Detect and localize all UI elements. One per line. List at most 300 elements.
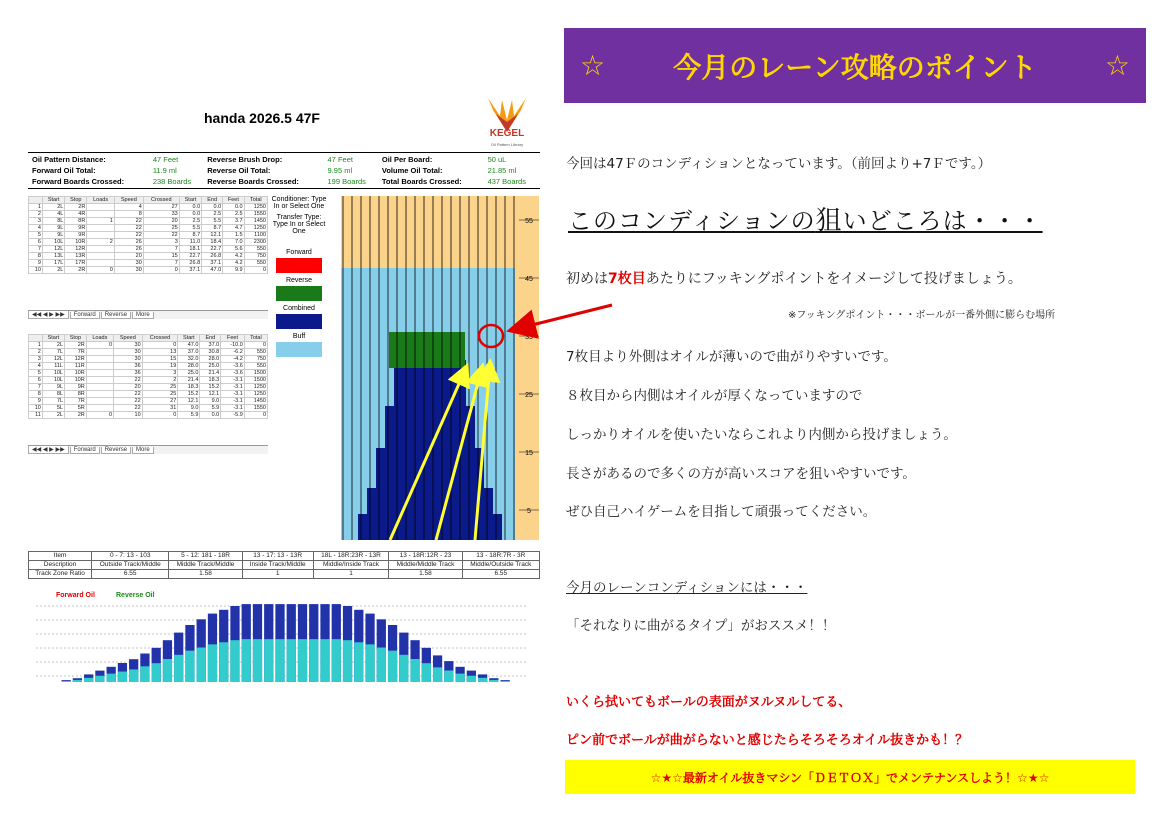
- table-cell[interactable]: 26: [114, 239, 143, 246]
- table-cell[interactable]: -3.6: [221, 370, 245, 377]
- table-cell[interactable]: 8: [114, 211, 143, 218]
- table-cell[interactable]: 7R: [65, 349, 87, 356]
- table-cell[interactable]: 1250: [244, 384, 267, 391]
- table-cell[interactable]: 3: [142, 370, 178, 377]
- table-cell[interactable]: 7.0: [223, 239, 244, 246]
- table-cell[interactable]: 10R: [65, 370, 87, 377]
- table-cell[interactable]: 4: [114, 204, 143, 211]
- column-header: Total: [244, 335, 267, 342]
- table-row: [29, 253, 268, 260]
- table-cell[interactable]: 18.3: [178, 384, 200, 391]
- table-cell[interactable]: 27: [143, 204, 179, 211]
- star-right: ☆: [1104, 49, 1130, 82]
- table-cell[interactable]: 25: [142, 384, 178, 391]
- sheet-tabs[interactable]: [28, 310, 268, 319]
- table-cell[interactable]: 3: [143, 239, 179, 246]
- table-cell[interactable]: [86, 356, 113, 363]
- table-cell[interactable]: 4: [29, 225, 43, 232]
- table-cell[interactable]: 11R: [65, 363, 87, 370]
- table-cell: Track Zone Ratio: [29, 570, 92, 579]
- table-cell[interactable]: 10: [29, 405, 43, 412]
- table-cell[interactable]: [87, 253, 115, 260]
- tip-line-5: 長さがあるので多くの方が高いスコアを狙いやすいです。: [566, 466, 916, 482]
- distance-label: 45: [525, 276, 533, 283]
- table-cell[interactable]: 3: [29, 356, 43, 363]
- column-header: Start: [42, 197, 64, 204]
- table-cell[interactable]: -3.1: [221, 384, 245, 391]
- table-cell[interactable]: 10: [114, 412, 143, 419]
- table-cell[interactable]: 30.8: [200, 349, 221, 356]
- oil-bar-lower: [118, 672, 127, 682]
- table-cell[interactable]: [87, 204, 115, 211]
- table-cell[interactable]: 0.0: [202, 204, 223, 211]
- oil-bar-lower: [377, 648, 386, 682]
- table-cell[interactable]: 8.7: [202, 225, 223, 232]
- summary-label: Reverse Brush Drop:: [207, 155, 283, 164]
- table-cell[interactable]: 6: [29, 377, 43, 384]
- table-cell[interactable]: 15.2: [178, 391, 200, 398]
- oil-bar-lower: [455, 674, 464, 682]
- table-cell[interactable]: 0: [86, 412, 113, 419]
- table-cell[interactable]: 8: [29, 253, 43, 260]
- table-cell[interactable]: 12L: [42, 356, 64, 363]
- table-cell[interactable]: 550: [244, 349, 267, 356]
- oil-bar-lower: [410, 659, 419, 682]
- table-cell[interactable]: 22: [114, 377, 143, 384]
- table-cell[interactable]: 10R: [65, 377, 87, 384]
- table-cell[interactable]: 4.2: [223, 253, 244, 260]
- table-cell[interactable]: 22: [114, 225, 143, 232]
- table-cell[interactable]: [87, 246, 115, 253]
- oil-bar-lower: [467, 676, 476, 682]
- table-cell[interactable]: 33: [143, 211, 179, 218]
- table-cell[interactable]: 0: [142, 342, 178, 349]
- table-cell[interactable]: 0.0: [200, 412, 221, 419]
- combined-oil-bar: [475, 448, 484, 540]
- table-cell[interactable]: 15.2: [200, 384, 221, 391]
- table-cell[interactable]: 1.5: [223, 232, 244, 239]
- oil-bar-lower: [253, 639, 262, 682]
- table-cell[interactable]: 9R: [65, 225, 87, 232]
- table-cell[interactable]: 1100: [244, 232, 267, 239]
- column-header: Stop: [65, 335, 87, 342]
- table-cell[interactable]: -3.1: [221, 377, 245, 384]
- table-cell[interactable]: 22: [114, 232, 143, 239]
- column-header: Start: [42, 335, 64, 342]
- column-header: Feet: [221, 335, 245, 342]
- table-cell[interactable]: [87, 260, 115, 267]
- table-cell[interactable]: 7: [143, 246, 179, 253]
- table-cell[interactable]: 17R: [65, 260, 87, 267]
- table-cell[interactable]: 37.1: [179, 267, 201, 274]
- table-cell[interactable]: 6: [29, 239, 43, 246]
- table-cell[interactable]: 5.5: [179, 225, 201, 232]
- table-cell[interactable]: [86, 391, 113, 398]
- table-cell[interactable]: 4L: [42, 211, 64, 218]
- table-cell[interactable]: 0: [142, 412, 178, 419]
- table-cell[interactable]: 9L: [42, 384, 64, 391]
- sheet-tab[interactable]: Forward: [70, 312, 100, 319]
- sheet-tab[interactable]: Forward: [70, 447, 100, 454]
- oil-bar-lower: [152, 663, 161, 682]
- table-cell[interactable]: [86, 363, 113, 370]
- table-cell[interactable]: -3.1: [221, 398, 245, 405]
- table-row: [29, 356, 268, 363]
- table-cell[interactable]: 5L: [42, 405, 64, 412]
- table-cell[interactable]: 30: [114, 356, 143, 363]
- table-cell[interactable]: 2L: [42, 267, 64, 274]
- pattern-summary: [28, 152, 540, 189]
- title-banner: [564, 28, 1146, 103]
- table-cell[interactable]: 0.0: [179, 211, 201, 218]
- table-row: [29, 405, 268, 412]
- combined-oil-bar: [493, 514, 502, 540]
- legend-swatch: [276, 286, 322, 301]
- table-cell[interactable]: 0: [244, 267, 267, 274]
- table-cell[interactable]: 13R: [65, 253, 87, 260]
- oil-bar-lower: [230, 640, 239, 682]
- table-row: [29, 398, 268, 405]
- table-cell[interactable]: 2R: [65, 204, 87, 211]
- table-cell[interactable]: 9.0: [178, 405, 200, 412]
- table-cell[interactable]: [86, 398, 113, 405]
- table-cell[interactable]: 12.1: [178, 398, 200, 405]
- headline-part: このコンディションの: [568, 207, 816, 235]
- combined-oil-bar: [358, 514, 367, 540]
- sheet-tab[interactable]: More: [132, 312, 154, 319]
- distance-label: 25: [525, 392, 533, 399]
- table-row: [29, 552, 540, 561]
- table-cell[interactable]: 8R: [65, 218, 87, 225]
- table-cell[interactable]: 11.0: [179, 239, 201, 246]
- table-cell[interactable]: 10L: [42, 370, 64, 377]
- table-cell[interactable]: 1250: [244, 391, 267, 398]
- table-cell: Middle Track/Middle: [169, 561, 242, 570]
- table-cell[interactable]: 5.5: [202, 218, 223, 225]
- column-header: Start: [178, 335, 200, 342]
- table-cell[interactable]: 1550: [244, 211, 267, 218]
- table-cell[interactable]: 36: [114, 370, 143, 377]
- reverse-steps-sheet: [28, 334, 268, 454]
- distance-label: 35: [525, 334, 533, 341]
- table-row: [29, 570, 540, 579]
- table-cell[interactable]: 37.0: [178, 349, 200, 356]
- table-cell[interactable]: 15: [142, 356, 178, 363]
- summary-value: 21.85 ml: [487, 166, 517, 175]
- table-cell[interactable]: 9: [29, 260, 43, 267]
- table-cell[interactable]: 0: [86, 342, 113, 349]
- table-cell[interactable]: [86, 405, 113, 412]
- table-cell[interactable]: 15: [143, 253, 179, 260]
- table-cell[interactable]: 9: [29, 398, 43, 405]
- table-cell[interactable]: 3: [29, 218, 43, 225]
- table-cell[interactable]: [86, 377, 113, 384]
- reverse-oil-label: Reverse Oil: [116, 592, 155, 599]
- table-cell[interactable]: 7R: [65, 398, 87, 405]
- forward-steps-sheet: [28, 196, 268, 319]
- table-cell[interactable]: 25.0: [200, 363, 221, 370]
- table-row: [29, 225, 268, 232]
- table-cell[interactable]: 1: [87, 218, 115, 225]
- oil-bar-lower: [185, 651, 194, 682]
- table-cell[interactable]: -4.2: [221, 356, 245, 363]
- oil-bar-lower: [275, 639, 284, 682]
- table-cell[interactable]: 5: [29, 232, 43, 239]
- table-cell[interactable]: 25.0: [178, 370, 200, 377]
- table-cell[interactable]: 13L: [42, 253, 64, 260]
- table-cell[interactable]: 2.5: [202, 211, 223, 218]
- combined-oil-bar: [466, 406, 475, 540]
- sheet-tab[interactable]: Reverse: [101, 447, 131, 454]
- table-cell[interactable]: 30: [114, 260, 143, 267]
- table-cell[interactable]: [86, 349, 113, 356]
- table-cell[interactable]: 5.6: [223, 246, 244, 253]
- table-cell[interactable]: 9.9: [223, 267, 244, 274]
- oil-bar-lower: [500, 681, 509, 682]
- table-cell[interactable]: 22: [143, 232, 179, 239]
- column-header: End: [202, 197, 223, 204]
- table-cell[interactable]: 8R: [65, 391, 87, 398]
- table-cell[interactable]: 750: [244, 253, 267, 260]
- table-cell[interactable]: 2R: [65, 412, 87, 419]
- table-cell[interactable]: 2: [142, 377, 178, 384]
- table-cell[interactable]: 18.4: [202, 239, 223, 246]
- table-row: [29, 384, 268, 391]
- table-cell[interactable]: 4.2: [223, 260, 244, 267]
- table-cell[interactable]: 47.0: [202, 267, 223, 274]
- sheet-nav-arrows[interactable]: ◀◀ ◀ ▶ ▶▶: [28, 446, 69, 454]
- table-cell[interactable]: 0: [143, 267, 179, 274]
- table-cell[interactable]: 8L: [42, 391, 64, 398]
- table-cell[interactable]: 28.0: [178, 363, 200, 370]
- table-cell[interactable]: 9.0: [200, 398, 221, 405]
- table-cell[interactable]: 7: [29, 384, 43, 391]
- oil-bar-lower: [242, 639, 251, 682]
- table-cell[interactable]: 2: [29, 349, 43, 356]
- table-cell[interactable]: 31: [142, 405, 178, 412]
- table-cell[interactable]: 2: [29, 211, 43, 218]
- table-cell[interactable]: 37.0: [200, 342, 221, 349]
- table-cell[interactable]: 1450: [244, 218, 267, 225]
- table-cell[interactable]: 550: [244, 363, 267, 370]
- column-header: Crossed: [142, 335, 178, 342]
- table-cell[interactable]: -3.6: [221, 363, 245, 370]
- table-cell[interactable]: 0: [244, 412, 267, 419]
- table-cell[interactable]: [86, 370, 113, 377]
- table-cell[interactable]: 7L: [42, 398, 64, 405]
- table-cell[interactable]: 0: [244, 342, 267, 349]
- oil-bar-lower: [388, 651, 397, 682]
- table-cell: 1: [313, 570, 389, 579]
- condition-heading: 今月のレーンコンディションには・・・: [566, 580, 808, 596]
- table-cell[interactable]: 550: [244, 246, 267, 253]
- table-cell[interactable]: 18.1: [179, 246, 201, 253]
- oil-bar-lower: [73, 680, 82, 682]
- table-cell[interactable]: 22: [114, 391, 143, 398]
- table-cell[interactable]: [87, 232, 115, 239]
- table-cell[interactable]: 9R: [65, 232, 87, 239]
- table-cell[interactable]: 5.9: [200, 405, 221, 412]
- table-cell[interactable]: 26.8: [179, 260, 201, 267]
- summary-label: Forward Boards Crossed:: [32, 177, 125, 186]
- table-cell[interactable]: 4: [29, 363, 43, 370]
- table-cell[interactable]: 2R: [65, 267, 87, 274]
- column-header: Speed: [114, 197, 143, 204]
- oil-bar-lower: [197, 648, 206, 682]
- table-row: [29, 204, 268, 211]
- table-cell[interactable]: 750: [244, 356, 267, 363]
- table-cell[interactable]: 12.1: [202, 232, 223, 239]
- table-cell[interactable]: 1450: [244, 398, 267, 405]
- table-cell[interactable]: 4.7: [223, 225, 244, 232]
- legend-label: Buff: [292, 333, 306, 340]
- table-cell[interactable]: 1550: [244, 405, 267, 412]
- table-cell[interactable]: 9R: [65, 384, 87, 391]
- summary-row: [30, 166, 538, 175]
- table-cell[interactable]: 550: [244, 260, 267, 267]
- table-cell[interactable]: 1250: [244, 204, 267, 211]
- table-cell[interactable]: 2300: [244, 239, 267, 246]
- sheet-tab[interactable]: More: [132, 447, 154, 454]
- oil-bar-lower: [354, 642, 363, 682]
- banner-title: 今月のレーン攻略のポイント: [673, 50, 1037, 84]
- table-cell[interactable]: 0.0: [179, 204, 201, 211]
- table-cell[interactable]: 13: [142, 349, 178, 356]
- table-cell[interactable]: 2L: [42, 204, 64, 211]
- sheet-nav-arrows[interactable]: ◀◀ ◀ ▶ ▶▶: [28, 311, 69, 319]
- table-cell[interactable]: 0: [87, 267, 115, 274]
- table-cell[interactable]: 10: [29, 267, 43, 274]
- column-header: Feet: [223, 197, 244, 204]
- table-cell[interactable]: 2.5: [223, 211, 244, 218]
- table-cell[interactable]: 1500: [244, 377, 267, 384]
- table-cell[interactable]: 12R: [65, 356, 87, 363]
- table-cell[interactable]: 12R: [65, 246, 87, 253]
- table-cell[interactable]: 1: [29, 342, 43, 349]
- table-cell[interactable]: 19: [142, 363, 178, 370]
- table-cell[interactable]: 2: [87, 239, 115, 246]
- table-cell[interactable]: 12L: [42, 246, 64, 253]
- table-cell[interactable]: 5: [29, 370, 43, 377]
- table-cell[interactable]: 1250: [244, 225, 267, 232]
- table-cell[interactable]: 9L: [42, 232, 64, 239]
- table-cell[interactable]: -10.0: [221, 342, 245, 349]
- headline-part: 狙: [815, 206, 843, 236]
- table-cell[interactable]: 12.1: [200, 391, 221, 398]
- oil-bar-lower: [365, 644, 374, 682]
- table-cell[interactable]: -3.1: [221, 405, 245, 412]
- table-cell[interactable]: 18.3: [200, 377, 221, 384]
- table-cell[interactable]: [86, 384, 113, 391]
- table-cell[interactable]: 26.8: [202, 253, 223, 260]
- table-cell[interactable]: 22.7: [179, 253, 201, 260]
- table-cell[interactable]: 26: [114, 246, 143, 253]
- table-cell[interactable]: 3.7: [223, 218, 244, 225]
- table-cell[interactable]: -6.2: [221, 349, 245, 356]
- table-cell[interactable]: 22: [114, 398, 143, 405]
- table-cell[interactable]: 2R: [65, 342, 87, 349]
- table-cell[interactable]: 8: [29, 391, 43, 398]
- table-cell[interactable]: 17L: [42, 260, 64, 267]
- table-cell[interactable]: 11: [29, 412, 43, 419]
- table-cell[interactable]: 10L: [42, 377, 64, 384]
- table-cell[interactable]: 22: [114, 218, 143, 225]
- table-cell[interactable]: 11L: [42, 363, 64, 370]
- table-cell[interactable]: 7L: [42, 349, 64, 356]
- oil-bar-graph: [28, 590, 540, 686]
- table-cell[interactable]: 36: [114, 363, 143, 370]
- table-cell[interactable]: [87, 225, 115, 232]
- table-cell[interactable]: 10L: [42, 239, 64, 246]
- table-cell[interactable]: 5R: [65, 405, 87, 412]
- summary-value: 199 Boards: [327, 177, 366, 186]
- table-cell[interactable]: 30: [114, 349, 143, 356]
- table-cell[interactable]: 20: [143, 218, 179, 225]
- table-cell[interactable]: 22.7: [202, 246, 223, 253]
- star-left: ☆: [580, 49, 606, 82]
- table-cell: 1.58: [389, 570, 462, 579]
- table-cell[interactable]: [87, 211, 115, 218]
- table-cell[interactable]: 2L: [42, 342, 64, 349]
- table-cell[interactable]: -5.9: [221, 412, 245, 419]
- table-cell[interactable]: 21.4: [200, 370, 221, 377]
- table-cell[interactable]: 10R: [65, 239, 87, 246]
- oil-bar-lower: [320, 639, 329, 682]
- table-cell[interactable]: 2L: [42, 412, 64, 419]
- table-cell[interactable]: 27: [142, 398, 178, 405]
- table-cell[interactable]: 25: [142, 391, 178, 398]
- table-cell[interactable]: 7: [143, 260, 179, 267]
- oil-pattern-graph: [341, 196, 539, 540]
- table-row: [29, 349, 268, 356]
- table-cell[interactable]: 4R: [65, 211, 87, 218]
- summary-label: Total Boards Crossed:: [381, 177, 462, 186]
- oil-bar-lower: [174, 655, 183, 682]
- headline-part: いどころは・・・: [842, 207, 1043, 235]
- table-cell[interactable]: 7: [29, 246, 43, 253]
- table-cell[interactable]: 25: [143, 225, 179, 232]
- table-cell[interactable]: 20: [114, 253, 143, 260]
- table-cell[interactable]: 47.0: [178, 342, 200, 349]
- table-cell[interactable]: 2.5: [179, 218, 201, 225]
- column-header: Crossed: [143, 197, 179, 204]
- reverse-steps-table: [28, 334, 268, 419]
- table-cell[interactable]: 22: [114, 405, 143, 412]
- table-cell[interactable]: 20: [114, 384, 143, 391]
- oil-bar-lower: [84, 678, 93, 682]
- table-cell[interactable]: 32.0: [178, 356, 200, 363]
- oil-bar-lower: [62, 681, 71, 682]
- sheet-tab[interactable]: Reverse: [101, 312, 131, 319]
- tip-line-3: ８枚目から内側はオイルが厚くなっていますので: [566, 388, 863, 404]
- table-cell[interactable]: 21.4: [178, 377, 200, 384]
- table-cell[interactable]: 30: [114, 267, 143, 274]
- table-cell[interactable]: -3.1: [221, 391, 245, 398]
- table-cell: Middle/Middle Track: [389, 561, 462, 570]
- table-cell[interactable]: 5.9: [178, 412, 200, 419]
- table-cell[interactable]: 30: [114, 342, 143, 349]
- table-cell[interactable]: 9L: [42, 225, 64, 232]
- table-cell[interactable]: 37.1: [202, 260, 223, 267]
- table-cell[interactable]: 0.0: [223, 204, 244, 211]
- sheet-tabs[interactable]: [28, 445, 268, 454]
- distance-label: 5: [527, 508, 531, 515]
- table-cell[interactable]: 8.7: [179, 232, 201, 239]
- table-cell[interactable]: 1: [29, 204, 43, 211]
- table-cell[interactable]: 28.0: [200, 356, 221, 363]
- table-cell[interactable]: 1500: [244, 370, 267, 377]
- table-cell[interactable]: 8L: [42, 218, 64, 225]
